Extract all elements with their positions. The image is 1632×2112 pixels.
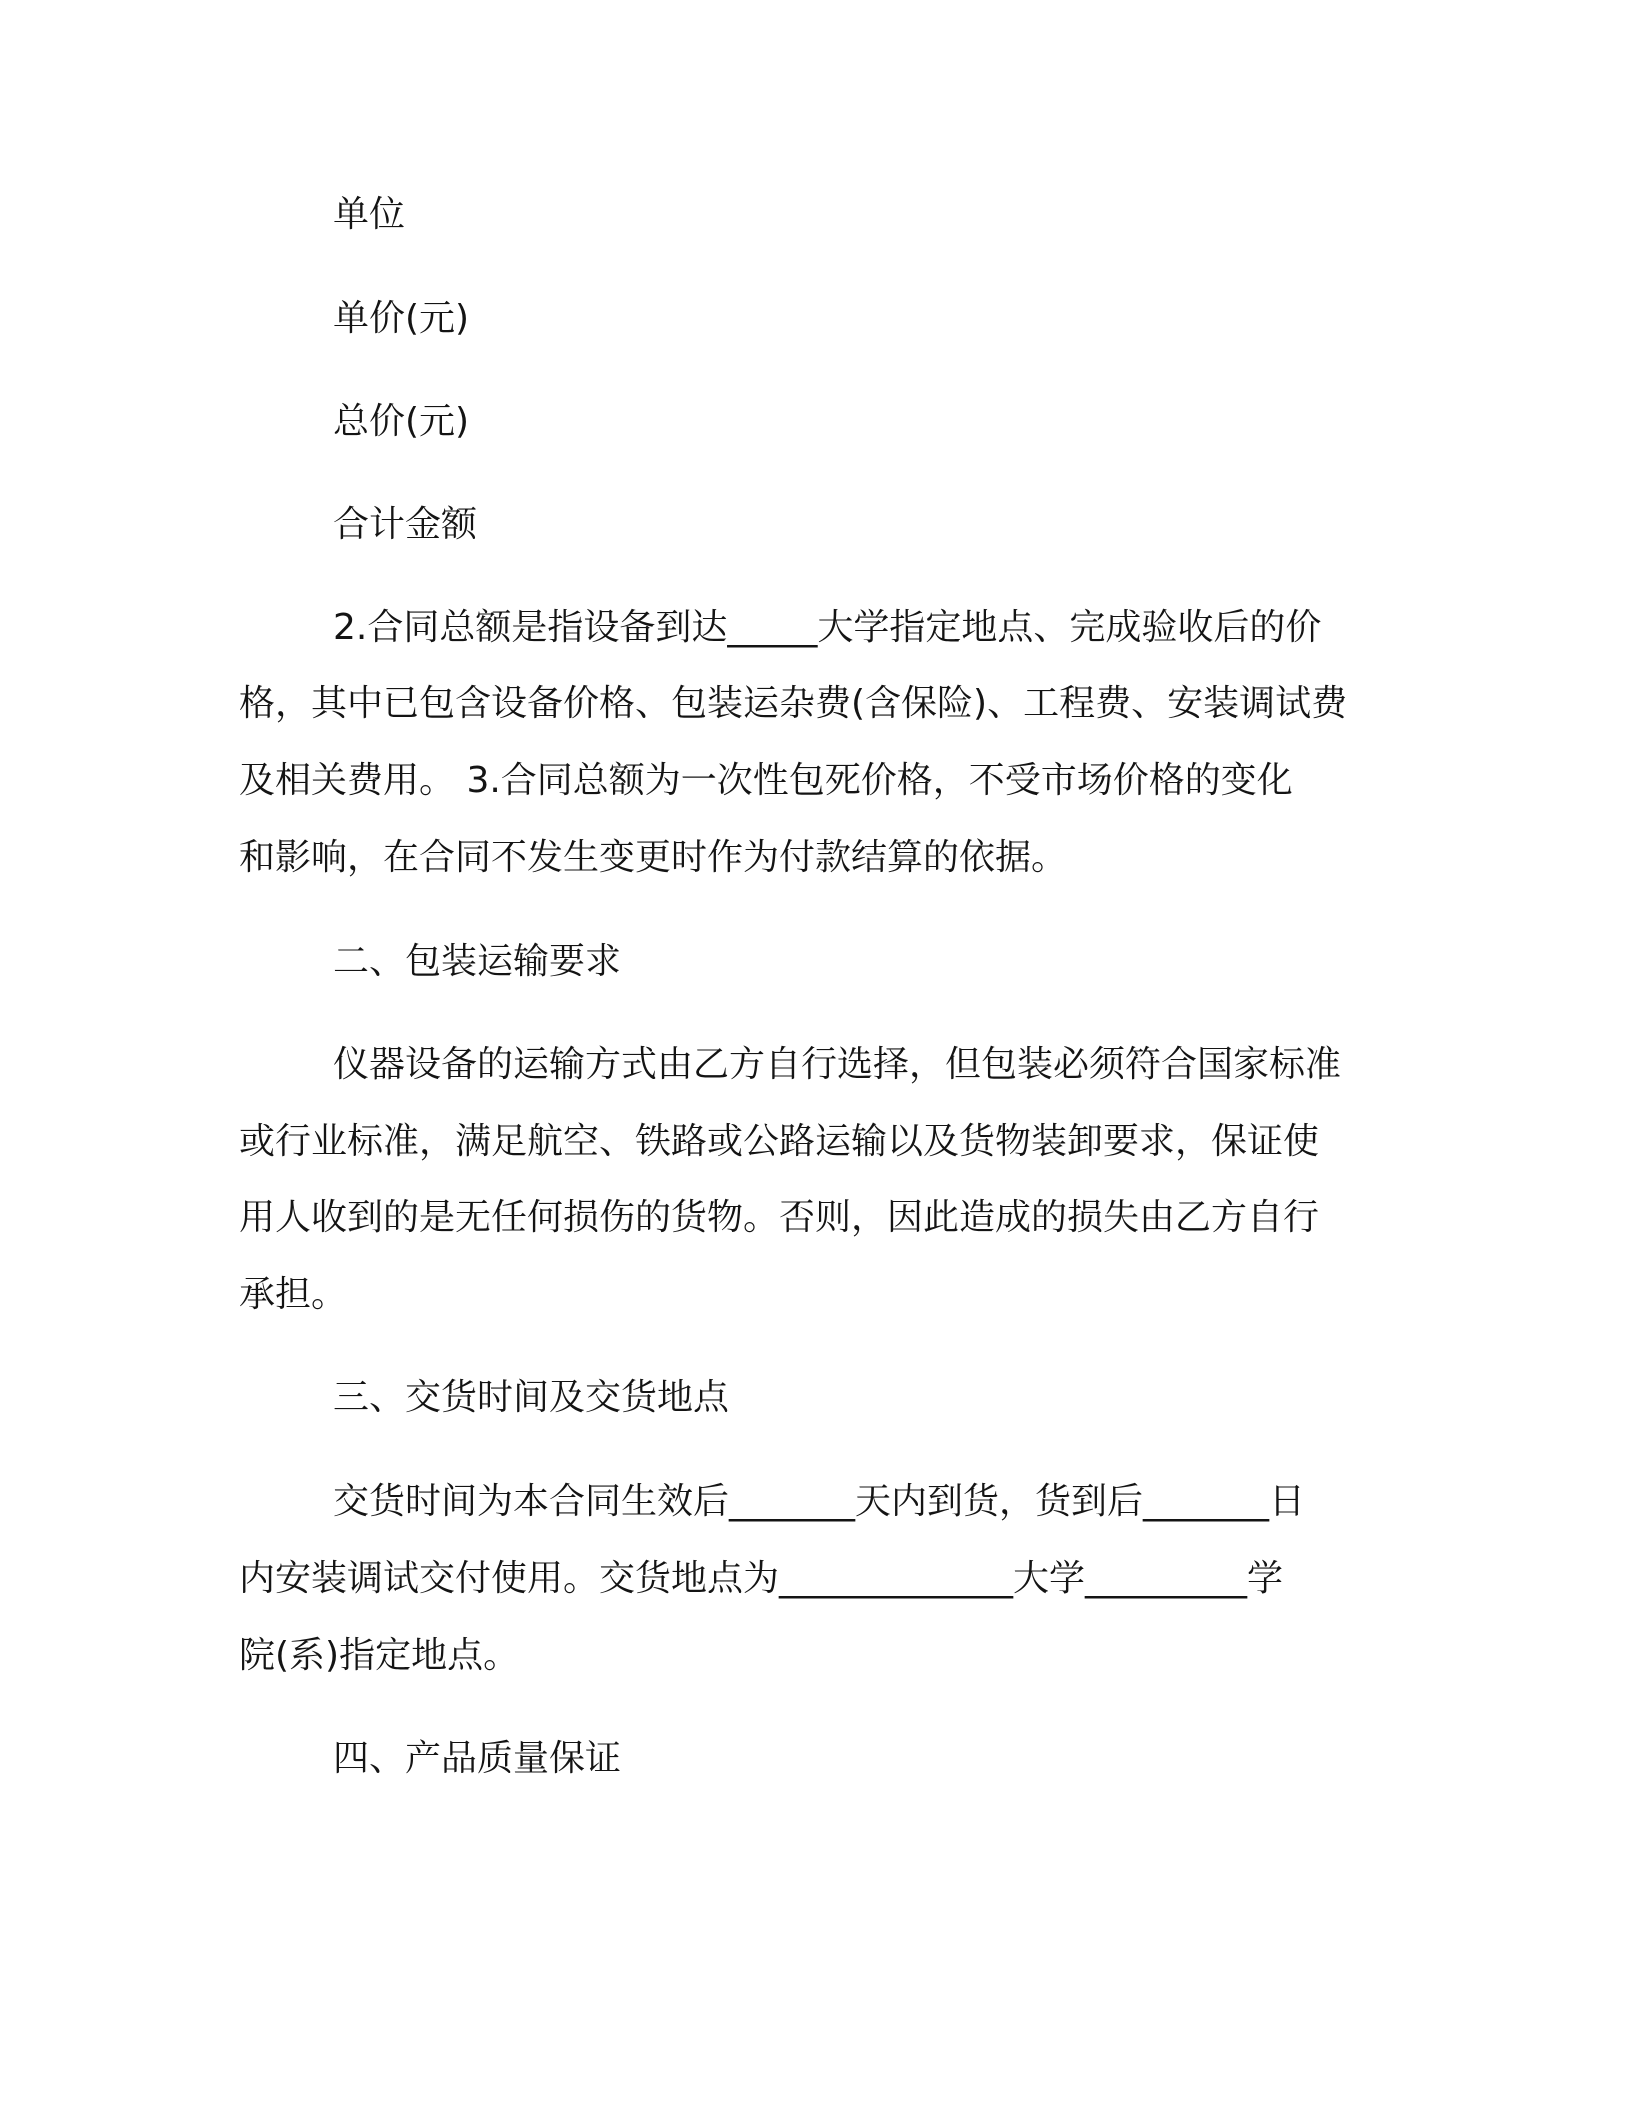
paragraph-line: 2.合同总额是指设备到达_____大学指定地点、完成验收后的价 (333, 607, 1322, 648)
paragraph-line: 内安装调试交付使用。交货地点为_____________大学_________学 (239, 1558, 1284, 1599)
paragraph-line: 和影响，在合同不发生变更时作为付款结算的依据。 (239, 837, 1068, 878)
section-heading-quality: 四、产品质量保证 (333, 1738, 622, 1779)
table-label-total-price: 总价(元) (333, 401, 470, 442)
section-heading-delivery: 三、交货时间及交货地点 (333, 1377, 730, 1418)
paragraph-line: 用人收到的是无任何损伤的货物。否则，因此造成的损失由乙方自行 (239, 1197, 1320, 1238)
paragraph-line: 或行业标准，满足航空、铁路或公路运输以及货物装卸要求，保证使 (239, 1121, 1320, 1162)
section-heading-packaging: 二、包装运输要求 (333, 941, 622, 982)
paragraph-line: 及相关费用。 3.合同总额为一次性包死价格，不受市场价格的变化 (239, 760, 1293, 801)
paragraph-line: 院(系)指定地点。 (239, 1635, 520, 1676)
table-label-unit: 单位 (333, 194, 406, 235)
paragraph-line: 交货时间为本合同生效后_______天内到货，货到后_______日 (333, 1481, 1306, 1522)
table-label-unit-price: 单价(元) (333, 298, 470, 339)
table-label-sum-amount: 合计金额 (333, 504, 478, 545)
paragraph-line: 格，其中已包含设备价格、包装运杂费(含保险)、工程费、安装调试费 (239, 683, 1348, 724)
paragraph-line: 仪器设备的运输方式由乙方自行选择，但包装必须符合国家标准 (333, 1044, 1342, 1085)
paragraph-line: 承担。 (239, 1274, 348, 1315)
